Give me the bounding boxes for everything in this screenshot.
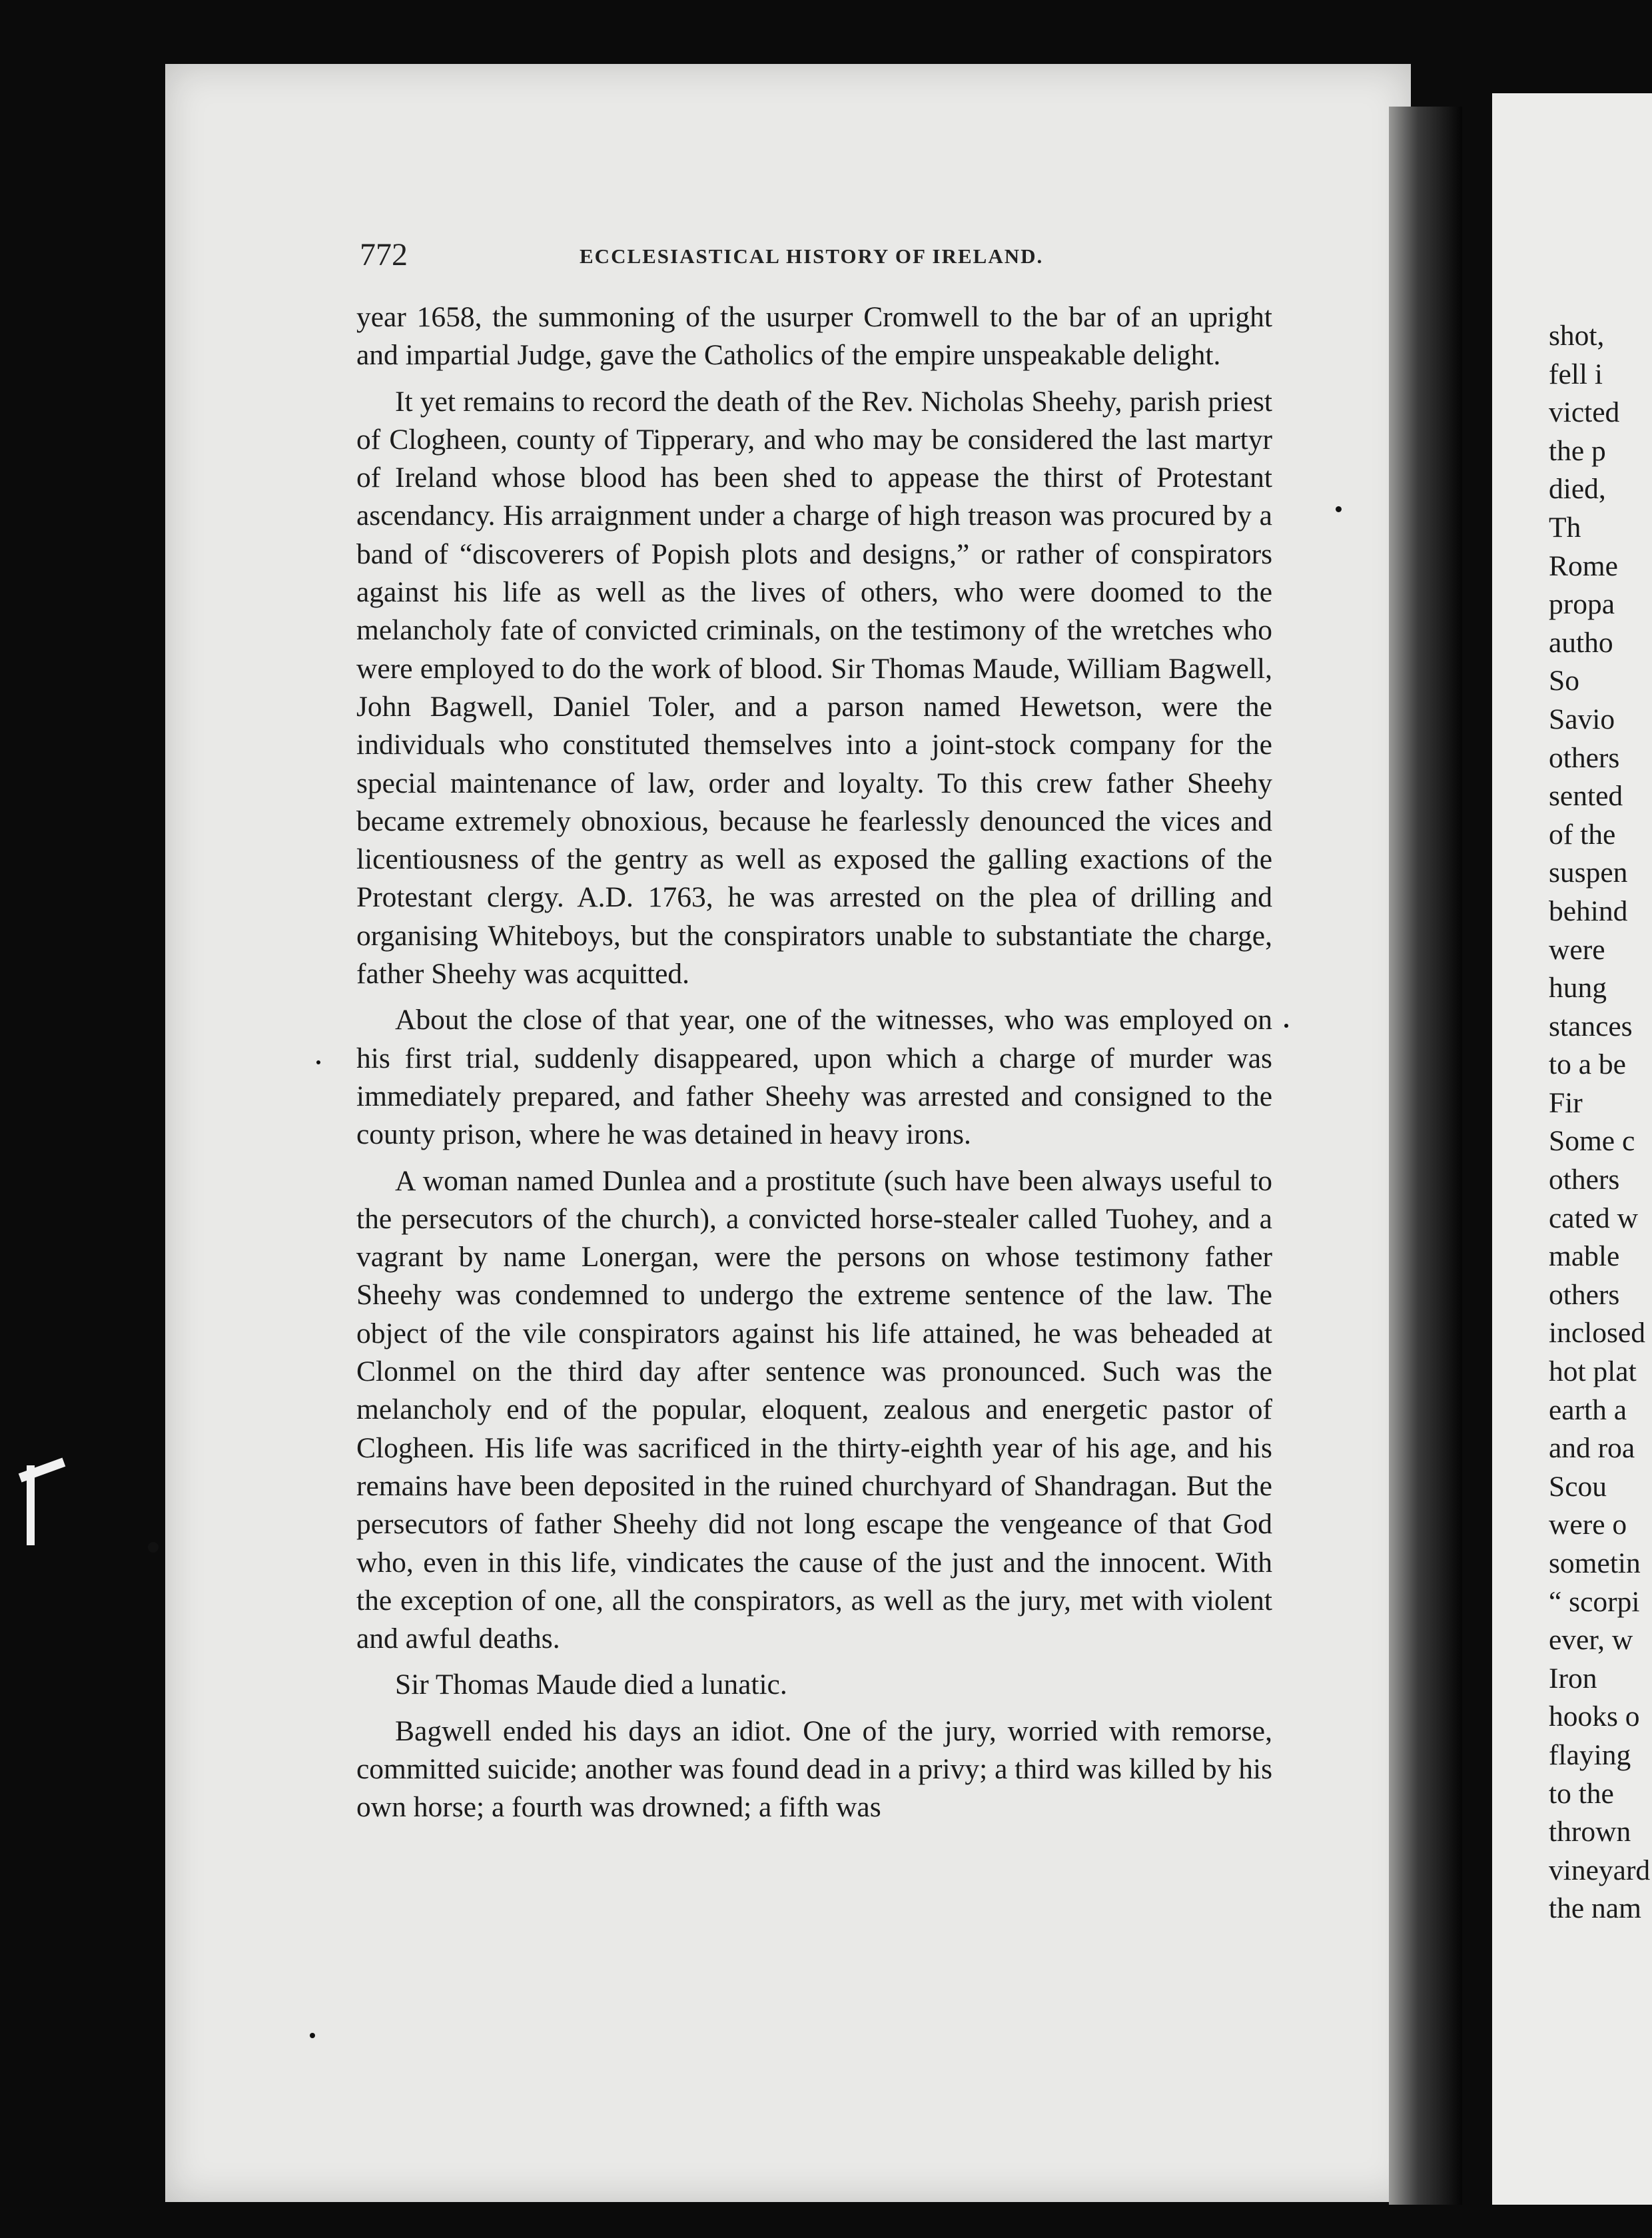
page-number: 772	[360, 237, 408, 272]
facing-line: sented	[1549, 780, 1623, 813]
facing-line: thrown	[1549, 1816, 1631, 1848]
facing-line: Savio	[1549, 703, 1615, 735]
ink-speck	[1336, 506, 1342, 512]
paragraph: year 1658, the summoning of the usurper Cromwell to the bar of an upright and impartial Judge, gave the Catholics of the empire unspeakable delight.	[356, 301, 1272, 372]
facing-line: mable	[1549, 1240, 1620, 1273]
paragraph: It yet remains to record the death of the Rev. Nicholas Sheehy, parish priest of Clogheen, county of Tipperary, and who may be considered the last martyr of Ireland whose blood has been shed to appease the thirst of Protestant ascendancy. His arraignment under a charge of high treason was procured by a band of “discoverers of Popish plots and designs,” or rather of conspirators against his life as well as the lives of others, who were doomed to the melancholy fate of convicted criminals, on the testimony of the wretches who were employed to do the work of blood. Sir Thomas Maude, William Bagwell, John Bagwell, Daniel Toler, and a parson named Hewetson, were the individuals who constituted themselves into a joint-stock company for the special maintenance of law, order and loyalty. To this crew father Sheehy became extremely obnoxious, because he fearlessly denounced the vices and licentiousness of the gentry as well as exposed the galling exactions of the Protestant clergy. A.D. 1763, he was arrested on the plea of drilling and organising Whiteboys, but the conspirators unable to substantiate the charge, father Sheehy was acquitted.	[356, 385, 1272, 990]
margin-mark	[27, 1465, 35, 1545]
facing-line: cated w	[1549, 1202, 1639, 1234]
margin-mark	[19, 1457, 66, 1482]
facing-line: Rome	[1549, 550, 1618, 582]
facing-line: vineyard	[1549, 1854, 1651, 1886]
ink-speck	[148, 1542, 159, 1553]
running-head: ECCLESIASTICAL HISTORY OF IRELAND.	[580, 244, 1044, 268]
ink-speck	[310, 2033, 315, 2038]
facing-line: inclosed	[1549, 1317, 1645, 1349]
facing-line: “ scorpi	[1549, 1585, 1640, 1618]
facing-line: propa	[1549, 588, 1615, 621]
facing-line: shot,	[1549, 320, 1605, 352]
facing-line: hot plat	[1549, 1355, 1637, 1388]
facing-line: were o	[1549, 1509, 1627, 1541]
facing-line: hung	[1549, 972, 1607, 1004]
facing-line: the p	[1549, 434, 1606, 467]
facing-line: others	[1549, 741, 1620, 774]
facing-line: to a be	[1549, 1048, 1626, 1081]
facing-line: hooks o	[1549, 1700, 1640, 1733]
facing-line: So	[1549, 665, 1579, 697]
facing-line: Fir	[1549, 1086, 1583, 1119]
facing-line: fell i	[1549, 358, 1603, 390]
facing-line: suspen	[1549, 857, 1628, 889]
facing-line: autho	[1549, 626, 1613, 659]
facing-line: others	[1549, 1278, 1620, 1311]
ink-speck	[1284, 1024, 1288, 1028]
facing-line: flaying	[1549, 1738, 1631, 1771]
facing-page-text	[1549, 317, 1651, 1928]
facing-line: sometin	[1549, 1547, 1641, 1579]
facing-line: Some c	[1549, 1125, 1635, 1158]
paragraph: A woman named Dunlea and a prostitute (such have been always useful to the persecutors of the church), a convicted horse-stealer called Tuohey, and a vagrant by name Lonergan, were the persons on whose testimony father Sheehy was condemned to undergo the extreme sentence of the law. The object of the vile conspirators against his life attained, he was beheaded at Clonmel on the third day after sentence was pronounced. Such was the melancholy end of the popular, eloquent, zealous and energetic pastor of Clogheen. His life was sacrificed in the thirty-eighth year of his age, and his remains have been deposited in the ruined churchyard of Shandragan. But the persecutors of father Sheehy did not long escape the vengeance of that God who, even in this life, vindicates the cause of the just and the innocent. With the exception of one, all the conspirators, as well as the jury, met with violent and awful deaths.	[356, 1164, 1272, 1655]
facing-line: Iron	[1549, 1662, 1597, 1694]
facing-line: earth a	[1549, 1393, 1627, 1426]
facing-line: were	[1549, 933, 1605, 966]
facing-line: ever, w	[1549, 1624, 1633, 1657]
facing-line: the nam	[1549, 1892, 1641, 1925]
facing-line: Scou	[1549, 1470, 1607, 1503]
paragraph: Bagwell ended his days an idiot. One of the jury, worried with remorse, committed suicide; another was found dead in a privy; a third was killed by his own horse; a fourth was drowned; a fifth was	[356, 1714, 1272, 1824]
paragraph: About the close of that year, one of the witnesses, who was employed on his first trial, suddenly disappeared, upon which a charge of murder was immediately prepared, and father Sheehy was arrested and consigned to the county prison, where he was detained in heavy irons.	[356, 1004, 1272, 1151]
ink-speck	[316, 1060, 320, 1064]
facing-line: died,	[1549, 473, 1606, 506]
paragraph: Sir Thomas Maude died a lunatic.	[395, 1669, 787, 1701]
page-header	[360, 236, 1332, 276]
facing-line: others	[1549, 1164, 1620, 1196]
facing-line: of the	[1549, 818, 1616, 851]
facing-line: Th	[1549, 511, 1581, 544]
body-text	[356, 298, 1272, 1835]
book-gutter	[1389, 107, 1462, 2205]
facing-line: and roa	[1549, 1432, 1635, 1465]
facing-line: stances	[1549, 1010, 1633, 1042]
facing-line: to the	[1549, 1777, 1614, 1810]
facing-line: behind	[1549, 895, 1628, 927]
facing-line: victed	[1549, 396, 1620, 429]
